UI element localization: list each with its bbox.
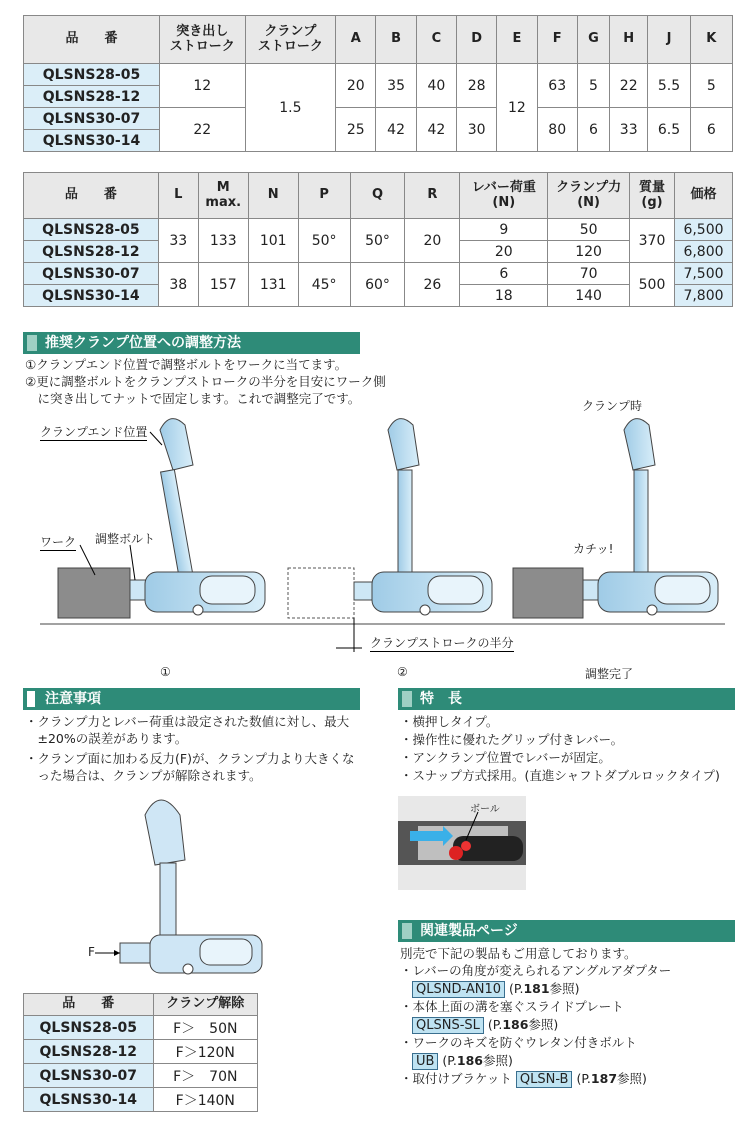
part-no: QLSNS28-05 <box>24 64 160 86</box>
feature-2: ・操作性に優れたグリップ付きレバー。 <box>400 732 624 747</box>
cell: 5.5 <box>648 64 690 108</box>
part-no: QLSNS30-07 <box>24 263 159 285</box>
th-n: N <box>248 173 298 219</box>
cell: 70 <box>548 263 630 285</box>
related-item4: ・取付けブラケット QLSN-B (P.187参照) <box>400 1071 647 1087</box>
cell: 33 <box>158 219 198 263</box>
caption-3: 調整完了 <box>585 667 634 681</box>
cell: 30 <box>457 108 497 152</box>
label-half-stroke: クランプストロークの半分 <box>370 636 514 650</box>
caution-line4: った場合は、クランプが解除されます。 <box>25 768 262 783</box>
wrench-icon <box>27 691 35 707</box>
product-link-an10[interactable]: QLSND-AN10 <box>412 981 505 998</box>
clamp-figure-1 <box>40 419 280 624</box>
cell: 12 <box>497 64 537 152</box>
cell: 20 <box>460 241 548 263</box>
th-k: K <box>690 16 732 64</box>
cell: 33 <box>610 108 648 152</box>
caution-section-title: 注意事項 <box>23 688 360 710</box>
th-mass: 質量 (g) <box>630 173 675 219</box>
cell: 20 <box>336 64 376 108</box>
th-e: E <box>497 16 537 64</box>
part-no: QLSNS28-12 <box>24 86 160 108</box>
caution-line3: ・クランプ面に加わる反力(F)が、クランプ力より大きくな <box>25 751 355 766</box>
price-cell: 6,800 <box>674 241 732 263</box>
adjust-step2b: に突き出してナットで固定します。これで調整完了です。 <box>25 391 361 406</box>
part-no: QLSNS30-14 <box>24 285 159 307</box>
clamp-figure-2 <box>280 419 500 652</box>
cell: 120 <box>548 241 630 263</box>
product-link-qlsn-b[interactable]: QLSN-B <box>516 1071 573 1088</box>
cell: 18 <box>460 285 548 307</box>
label-bolt: 調整ボルト <box>95 532 156 546</box>
related-ref2: QLSNS-SL (P.186参照) <box>412 1016 558 1034</box>
label-clamp-end: クランプエンド位置 <box>40 425 148 439</box>
adjust-step2a: ②更に調整ボルトをクランプストロークの半分を目安にワーク側 <box>25 374 386 389</box>
price-cell: 6,500 <box>674 219 732 241</box>
th-f: F <box>537 16 577 64</box>
cell: 22 <box>159 108 245 152</box>
force-diagram <box>90 785 290 985</box>
cell: 50° <box>298 219 350 263</box>
price-cell: 7,800 <box>674 285 732 307</box>
caption-1: ① <box>160 665 171 679</box>
product-link-ub[interactable]: UB <box>412 1053 438 1070</box>
cell: 140 <box>548 285 630 307</box>
cell: 22 <box>610 64 648 108</box>
th-g: G <box>577 16 609 64</box>
cell: 38 <box>158 263 198 307</box>
cell: 42 <box>376 108 416 152</box>
cell: 35 <box>376 64 416 108</box>
cell: 6.5 <box>648 108 690 152</box>
label-work: ワーク <box>40 535 77 549</box>
th-clamp-stroke: クランプ ストローク <box>245 16 336 64</box>
product-link-sl[interactable]: QLSNS-SL <box>412 1017 484 1034</box>
cell: 370 <box>630 219 675 263</box>
cell: 80 <box>537 108 577 152</box>
th-part-no: 品 番 <box>24 16 160 64</box>
cell: 1.5 <box>245 64 336 152</box>
ball-lock-image <box>398 796 526 890</box>
adjust-diagram <box>0 400 743 700</box>
feature-1: ・横押しタイプ。 <box>400 714 499 729</box>
feature-4: ・スナップ方式採用。(直進シャフトダブルロックタイプ) <box>400 768 720 783</box>
part-no: QLSNS28-12 <box>24 241 159 263</box>
related-ref3: UB (P.186参照) <box>412 1052 513 1070</box>
part-no: QLSNS28-12 <box>24 1040 154 1064</box>
caution-line2: ±20%の誤差があります。 <box>25 731 188 746</box>
cell: 6 <box>690 108 732 152</box>
cell: 133 <box>198 219 248 263</box>
section-mark-icon <box>27 335 37 351</box>
cell: F＞140N <box>153 1088 257 1112</box>
related-section-title: 関連製品ページ <box>398 920 735 942</box>
th-release: クランプ解除 <box>153 994 257 1016</box>
related-item2: ・本体上面の溝を塞ぐスライドプレート <box>400 999 624 1014</box>
part-no: QLSNS28-05 <box>24 219 159 241</box>
spec-table-1 <box>23 15 733 152</box>
th-b: B <box>376 16 416 64</box>
th-h: H <box>610 16 648 64</box>
spec-table-2 <box>23 172 733 307</box>
caution-line1: ・クランプ力とレバー荷重は設定された数値に対し、最大 <box>25 714 350 729</box>
th-m: M max. <box>198 173 248 219</box>
th-push-stroke: 突き出し ストローク <box>159 16 245 64</box>
cell: 50° <box>350 219 405 263</box>
cell: 20 <box>405 219 460 263</box>
clamp-figure-3 <box>500 419 725 624</box>
features-section-title: 特 長 <box>398 688 735 710</box>
th-q: Q <box>350 173 405 219</box>
label-click: カチッ! <box>573 542 614 556</box>
related-intro: 別売で下記の製品もご用意しております。 <box>400 946 637 961</box>
part-no: QLSNS30-07 <box>24 108 160 130</box>
related-ref1: QLSND-AN10 (P.181参照) <box>412 980 579 998</box>
part-no: QLSNS30-07 <box>24 1064 154 1088</box>
cell: F＞ 70N <box>153 1064 257 1088</box>
cell: 9 <box>460 219 548 241</box>
cell: F＞ 50N <box>153 1016 257 1040</box>
cell: 26 <box>405 263 460 307</box>
section-mark-icon <box>402 923 412 939</box>
cell: 5 <box>690 64 732 108</box>
th-lever-load: レバー荷重 (N) <box>460 173 548 219</box>
cell: 45° <box>298 263 350 307</box>
cell: 5 <box>577 64 609 108</box>
th-d: D <box>457 16 497 64</box>
th-price: 価格 <box>674 173 732 219</box>
feature-3: ・アンクランプ位置でレバーが固定。 <box>400 750 611 765</box>
cell: 60° <box>350 263 405 307</box>
price-cell: 7,500 <box>674 263 732 285</box>
th-part-no: 品 番 <box>24 994 154 1016</box>
part-no: QLSNS30-14 <box>24 130 160 152</box>
cell: 42 <box>416 108 456 152</box>
cell: 500 <box>630 263 675 307</box>
adjust-section-title: 推奨クランプ位置への調整方法 <box>23 332 360 354</box>
cell: F＞120N <box>153 1040 257 1064</box>
cell: 40 <box>416 64 456 108</box>
adjust-step1: ①クランプエンド位置で調整ボルトをワークに当てます。 <box>25 357 348 372</box>
section-mark-icon <box>402 691 412 707</box>
cell: 28 <box>457 64 497 108</box>
cell: 6 <box>460 263 548 285</box>
related-item3: ・ワークのキズを防ぐウレタン付きボルト <box>400 1035 637 1050</box>
th-r: R <box>405 173 460 219</box>
part-no: QLSNS30-14 <box>24 1088 154 1112</box>
ball-label: ボール <box>470 804 500 815</box>
cell: 12 <box>159 64 245 108</box>
cell: 157 <box>198 263 248 307</box>
related-item1: ・レバーの角度が変えられるアングルアダプター <box>400 963 672 978</box>
cell: 25 <box>336 108 376 152</box>
th-c: C <box>416 16 456 64</box>
th-clamp-force: クランプ力 (N) <box>548 173 630 219</box>
label-clamp-time: クランプ時 <box>582 399 643 413</box>
th-j: J <box>648 16 690 64</box>
th-l: L <box>158 173 198 219</box>
th-part-no: 品 番 <box>24 173 159 219</box>
cell: 6 <box>577 108 609 152</box>
th-p: P <box>298 173 350 219</box>
cell: 50 <box>548 219 630 241</box>
release-table <box>23 993 258 1112</box>
caption-2: ② <box>397 665 408 679</box>
cell: 63 <box>537 64 577 108</box>
force-label: F <box>88 945 95 959</box>
part-no: QLSNS28-05 <box>24 1016 154 1040</box>
cell: 101 <box>248 219 298 263</box>
th-a: A <box>336 16 376 64</box>
cell: 131 <box>248 263 298 307</box>
